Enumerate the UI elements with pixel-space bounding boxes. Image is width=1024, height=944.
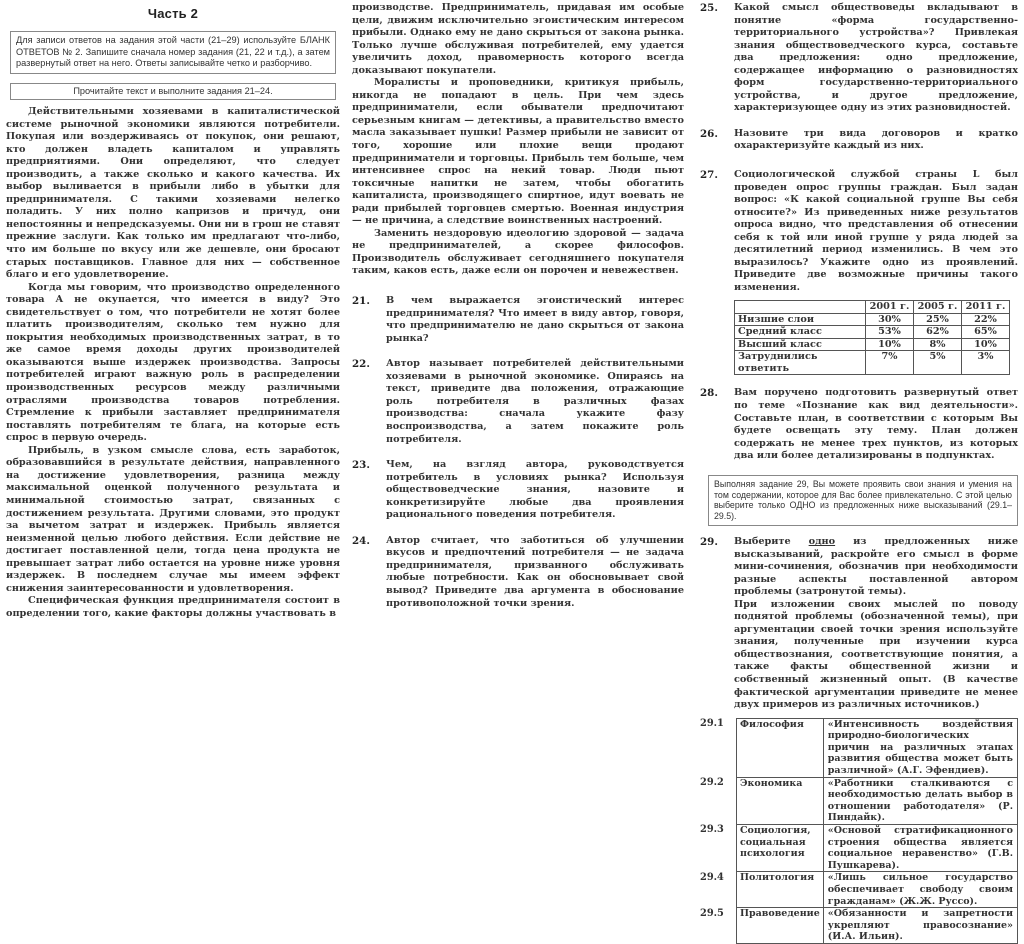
task29-paragraph-2: [734, 599, 1018, 712]
quote-subject: Экономика: [737, 777, 824, 824]
quote-subject: Философия: [737, 718, 824, 777]
row-label: Низшие слои: [735, 313, 866, 326]
text-span: . (В качестве фактической аргументации приведите не менее двух примеров из различных источников.): [734, 673, 1019, 711]
text-span: , а также: [734, 648, 1018, 673]
text-paragraph-5: Моралисты и проповедники, критикуя прибыль, никогда не попадают в цель. При чем здесь предприниматели, если обыватели предпочитают серьезным книгам — детективы, а правительство вместо масла заказывает пушки! Размер прибыли не зависит от того, хорошие или плохие вещи продают предприниматели и торговцы. Прибыль тем больше, чем интенсивнее спрос на некий товар. Люди пьют токсичные напитки не затем, чтобы обогатить капиталиста, производящего спиртное, идут воевать не ради прибылей торговцев смертью. Военная индустрия — не причина, а следствие воинственных настроений.: [352, 77, 684, 227]
task-number: 24.: [352, 534, 370, 547]
survey-table: [734, 300, 1010, 375]
task-number: 29.: [700, 535, 718, 548]
row-label: Средний класс: [735, 326, 866, 339]
text-paragraph-1: Действительными хозяевами в капиталистической системе рыночной экономики являются потребители. Покупая или воздерживаясь от покупок, они решают, кто должен владеть капиталом и управлять предприятиями. Они определяют, что следует производить, а также сколько и какого качества. Их выбор выливается в прибыли либо в убытки для предпринимателя. С такими хозяевами нелегко поладить. У них полно капризов и причуд, они непостоянны и непредсказуемы. Они ни в грош не ставят прежние заслуги. Как только им предлагают что-либо, что им больше по вкусу или же дешевле, они бросают старых поставщиков. Главное для них — собственное благо и его удовлетворение.: [6, 106, 340, 281]
quote-text: «Работники сталкиваются с необходимостью делать выбор в отношении работодателя» (Р. Пиндайк).: [823, 777, 1017, 824]
row-label: Затруднились ответить: [735, 351, 866, 375]
quote-row: [700, 872, 1018, 908]
task-text: Социологической службой страны L был проведен опрос группы граждан. Был задан вопрос: «К какой социальной группе Вы себя относите?» Из приведенных ниже результатов опроса видно, что представления об отнесении себя к той или иной группе у ряда людей за десятилетний период изменились. В чем это выразилось? Укажите одно из проявлений. Приведите две возможные причины такого изменения.: [734, 169, 1018, 293]
task-21: [352, 295, 684, 345]
task-28: [700, 387, 1018, 462]
quote-row: [700, 718, 1018, 777]
task-text: Какой смысл обществоведы вкладывают в понятие «форма государственно-территориального устройства»? Привлекая знания обществоведческого курса, составьте два предложения: одно предложение, содержащее информацию о разновидностях форм государственно-территориального устройства, и другое предложение, характеризующее одну из этих разновидностей.: [734, 2, 1018, 114]
instructions-box: Для записи ответов на задания этой части (21–29) используйте БЛАНК ОТВЕТОВ № 2. Запишите сначала номер задания (21, 22 и т.д.), а затем развернутый ответ на него. Ответы записывайте четко и разборчиво.: [10, 31, 336, 74]
quote-text: «Интенсивность воздействия природно-биологических причин на различных этапах развития общества может быть различной» (А.Г. Эфендиев).: [823, 718, 1017, 777]
text-span: из предложенных ниже высказываний, раскройте его смысл в форме мини-сочинения, обозначив при необходимости разные аспекты поставленной автором проблемы (затронутой темы).: [734, 535, 1018, 598]
quote-subject: Социология, социальная психология: [737, 824, 824, 871]
survey-row: [735, 351, 1010, 375]
survey-row: [735, 338, 1010, 351]
keyword: факты: [790, 661, 829, 673]
text-span: , полученные при изучении курса обществознания, соответствующие: [734, 636, 1018, 660]
quote-number: 29.2: [700, 777, 724, 789]
quote-text: «Основой стратификационного строения общества является социальное неравенство» (Г.В. Пушкарева).: [823, 824, 1017, 871]
text-paragraph-6: Заменить нездоровую идеологию здоровой — задача не предпринимателей, а скорее философов. Производитель обслуживает сегодняшнего покупателя таким, каков есть, даже если он порочен и невежествен.: [352, 227, 684, 277]
survey-header-row: [735, 301, 1010, 314]
quote-text: «Обязанности и запретности укрепляют правосознание» (И.А. Ильин).: [823, 908, 1017, 944]
task-number: 25.: [700, 2, 718, 14]
task-26: [700, 128, 1018, 153]
text-paragraph-2: Когда мы говорим, что производство определенного товара А не окупается, что имеется в виду? Это свидетельствует о том, что потребители не хотят более платить производителям, сколько тем нужно для покрытия необходимых производственных затрат, в то же самое время доходы других производителей оказываются выше издержек производства. Запросы потребителей играют важную роль в распределении производственных ресурсов между различными отраслями производства товаров потребления. Стремление к прибыли заставляет предпринимателя поставлять потребителям те блага, на которые есть спрос в первую очередь.: [6, 281, 340, 444]
text-paragraph-4-start: Специфическая функция предпринимателя состоит в определении того, какие факторы должны участвовать в: [6, 595, 340, 619]
cell-value: 65%: [962, 326, 1010, 339]
quote-row: [700, 824, 1018, 871]
text-span: общественной жизни и собственный жизненный: [734, 661, 1018, 685]
task-number: 28.: [700, 387, 718, 400]
header-cell: 2001 г.: [866, 301, 914, 314]
header-cell: 2005 г.: [914, 301, 962, 314]
column-3: [700, 2, 1018, 944]
task-29: [700, 536, 1018, 712]
task-25: [700, 2, 1018, 115]
task-text: [734, 536, 1018, 712]
task-number: 23.: [352, 459, 370, 472]
cell-value: 3%: [962, 351, 1010, 375]
cell-value: 22%: [962, 313, 1010, 326]
quote-number: 29.3: [700, 824, 724, 836]
cell-value: 8%: [914, 338, 962, 351]
survey-row: [735, 313, 1010, 326]
task-text: Автор называет потребителей действительными хозяевами в рыночной экономике. Опираясь на текст, приведите два положения, отражающие роль потребителя в различных фазах производства: сначала укажите фазу воспроизводства, а затем покажите роль потребителя.: [386, 358, 684, 445]
quote-subject: Правоведение: [737, 908, 824, 944]
quote-text: «Лишь сильное государство обеспечивает свободу своим гражданам» (Ж.Ж. Руссо).: [823, 872, 1017, 908]
cell-value: 7%: [866, 351, 914, 375]
survey-row: [735, 326, 1010, 339]
header-cell: [735, 301, 866, 314]
cell-value: 5%: [914, 351, 962, 375]
task-22: [352, 358, 684, 446]
task-text: Чем, на взгляд автора, руководствуется потребитель в условиях рынка? Используя обществоведческие знания, назовите и конкретизируйте любые два проявления рационального поведения потребителя.: [386, 459, 684, 521]
cell-value: 25%: [914, 313, 962, 326]
cell-value: 53%: [866, 326, 914, 339]
task-number: 22.: [352, 358, 370, 371]
column-2: [352, 2, 684, 623]
cell-value: 30%: [866, 313, 914, 326]
text-span: При изложении своих мыслей по поводу поднятой проблемы (обозначенной темы), при аргументации своей точки зрения используйте: [734, 598, 1018, 635]
task29-paragraph-1: [734, 536, 1018, 599]
text-paragraph-4-end: производстве. Предприниматель, придавая им особые цели, движим исключительно эгоистическим интересом прибыли. Однако ему не дано скрыться от закона рынка. Только лучше обслуживая потребителей, ему удается увеличить доход, правомерность которого всегда доказывают покупатели.: [352, 2, 684, 76]
text-span: Выберите: [734, 535, 809, 547]
task-number: 27.: [700, 169, 718, 182]
quote-row: [700, 777, 1018, 824]
cell-value: 10%: [866, 338, 914, 351]
task-number: 26.: [700, 127, 718, 140]
task-23: [352, 459, 684, 522]
underlined-word: одно: [808, 535, 836, 547]
task29-instructions-box: Выполняя задание 29, Вы можете проявить свои знания и умения на том содержании, которое для Вас более привлекательно. С этой целью выберите только ОДНО из предложенных ниже высказываний (29.1–29.5).: [708, 475, 1018, 526]
column-1: [6, 0, 340, 620]
task-text: В чем выражается эгоистический интерес предпринимателя? Что имеет в виду автор, говоря, что предпринимателю не дано скрыться от закона рынка?: [386, 295, 684, 344]
task-text: Назовите три вида договоров и кратко охарактеризуйте каждый из них.: [734, 127, 1018, 152]
keyword: понятия: [951, 648, 1001, 660]
keyword: знания: [734, 636, 775, 648]
text-paragraph-3: Прибыль, в узком смысле слова, есть заработок, образовавшийся в результате действия, направленного на достижение удовлетворения, разница между максимальной оценкой полученного результата и минимальной стоимостью затрат, связанных с достижением результата. Другими словами, это продукт за вычетом затрат и издержек. Прибыль является неизменной целью любого действия. Если действие не достигает поставленной цели, тогда цена продукта не превышает затрат либо остается на уровне ниже уровня издержек. В последнем случае мы имеем эффект снижения заинтересованности и удовлетворения.: [6, 444, 340, 594]
row-label: Высший класс: [735, 338, 866, 351]
task-27: [700, 169, 1018, 294]
task-24: [352, 535, 684, 610]
cell-value: 62%: [914, 326, 962, 339]
task-text: Вам поручено подготовить развернутый ответ по теме «Познание как вид деятельности». Составьте план, в соответствии с которым Вы будете освещать эту тему. План должен содержать не менее трех пунктов, из которых два или более детализированы в подпунктах.: [734, 387, 1018, 462]
read-text-box: Прочитайте текст и выполните задания 21–24.: [10, 83, 336, 101]
task-number: 21.: [352, 295, 370, 308]
quotes-table: [700, 718, 1018, 944]
keyword: опыт: [898, 673, 928, 685]
part-title: Часть 2: [147, 6, 199, 21]
quote-number: 29.4: [700, 871, 724, 883]
quote-number: 29.1: [700, 718, 724, 730]
task-text: Автор считает, что заботиться об улучшении вкусов и предпочтений потребителя — не задача предпринимателя, призванного обслуживать любые потребности. Как он обосновывает свой вывод? Приведите два аргумента в обоснование противоположной точки зрения.: [386, 534, 684, 609]
cell-value: 10%: [962, 338, 1010, 351]
quote-subject: Политология: [737, 872, 824, 908]
quote-row: [700, 908, 1018, 944]
header-cell: 2011 г.: [962, 301, 1010, 314]
quote-number: 29.5: [700, 907, 724, 919]
